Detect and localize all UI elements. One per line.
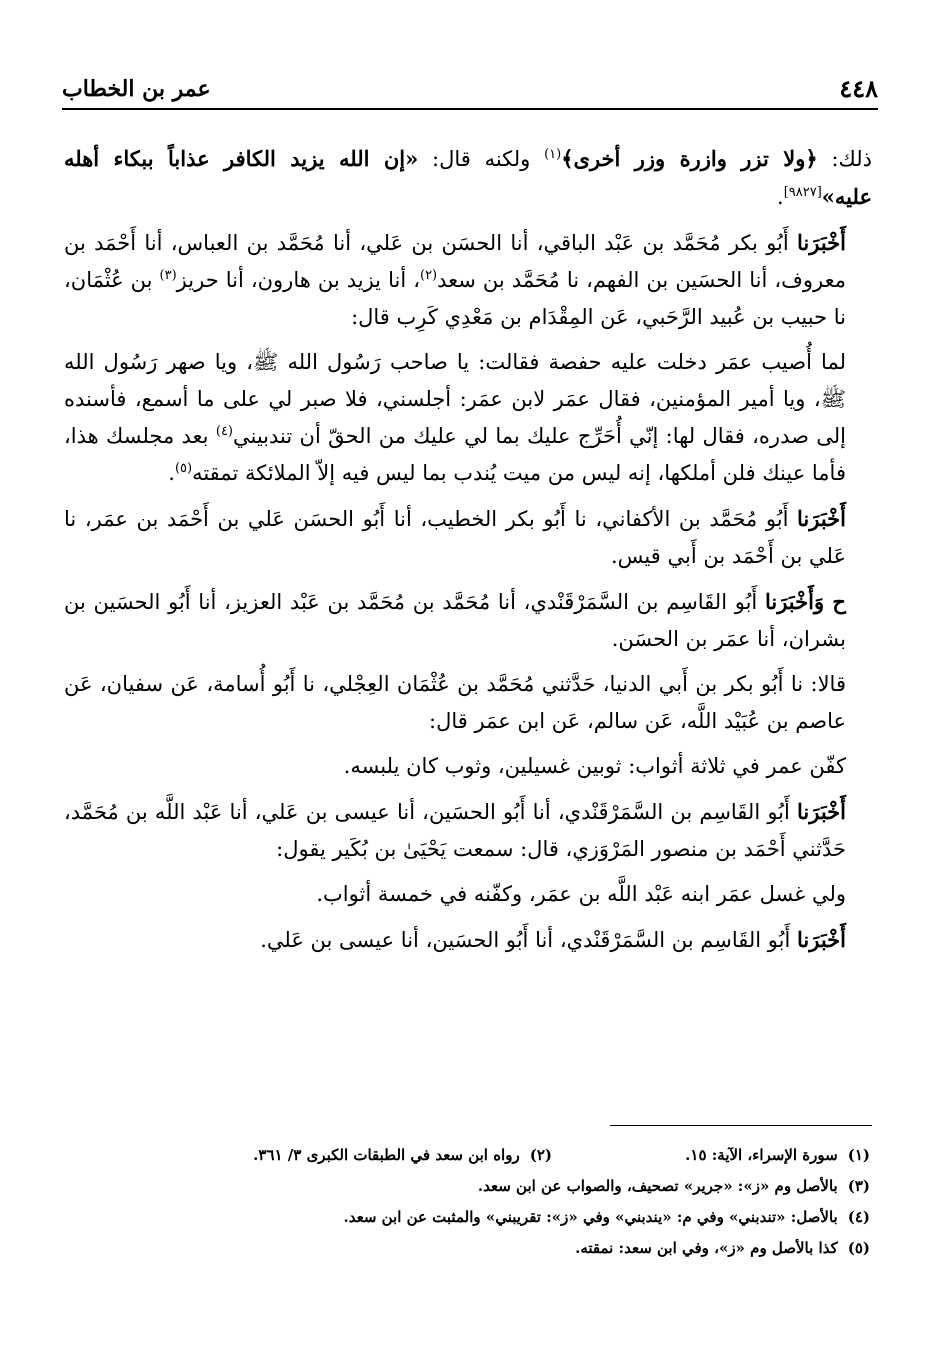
paragraph-3	[64, 344, 872, 492]
footnote-divider	[610, 1125, 872, 1126]
footnote-number: (٤)	[847, 1208, 870, 1226]
running-title: عمر بن الخطاب	[62, 76, 211, 102]
footnote-number: (١)	[847, 1146, 870, 1164]
footnotes	[64, 1140, 870, 1264]
paragraph-2	[64, 224, 872, 336]
paragraph-10	[64, 921, 872, 959]
paragraph-7: كفّن عمر في ثلاثة أثواب: ثوبين غسيلين، وثوب كان يلبسه.	[343, 754, 846, 778]
hadith-quote: «إن الله يزيد الكافر عذاباً ببكاء أهله عليه»	[64, 146, 872, 209]
footnote-number: (٣)	[847, 1177, 870, 1195]
narration-lead: أَخْبَرَنا	[797, 799, 846, 824]
narration-lead: أَخْبَرَنا	[797, 506, 846, 531]
page-number: ٤٤٨	[839, 74, 878, 103]
footnote-ref: (١)	[544, 147, 562, 162]
text-span: أَبُو القَاسِم بن السَّمَرْقَنْدي، أنا مُحَمَّد بن مُحَمَّد بن عَبْد العزيز، أنا أَبُو الحسَين بن بشران، أنا عمَر بن الحسَن.	[64, 590, 846, 651]
text-span: بن عُثْمَان، نا حبيب بن عُبيد الرَّحَبي، عَن المِقْدَام بن مَعْدِي كَرِب قال:	[64, 268, 846, 329]
footnote-ref: (٣)	[159, 268, 177, 283]
text-span: ، أنا يزيد بن هارون، أنا حريز	[176, 268, 420, 292]
text-span: بعد مجلسك هذا، فأما عينك فلن أملكها، إنه ليس من ميت يُندب بما ليس فيه إلاّ الملائكة تمقته	[64, 424, 846, 485]
narration-lead: أَخْبَرَنا	[797, 927, 846, 952]
paragraph-6: قالا: نا أَبُو بكر بن أَبي الدنيا، حَدَّثني مُحَمَّد بن عُثْمَان العِجْلي، نا أَبُو أُسامة، عَن سفيان، عَن عاصم بن عُبَيْد اللَّه، عَن سالم، عَن ابن عمَر قال:	[64, 672, 846, 733]
paragraph-8	[64, 793, 872, 868]
hadith-reference: [٩٨٢٧]	[783, 185, 822, 200]
footnote-text: بالأصل: «تندبني» وفي م: «يندبني» وفي «ز»: تقريبني» والمثبت عن ابن سعد.	[343, 1208, 838, 1226]
text-span: .	[168, 461, 175, 485]
text-span: ذلك:	[817, 147, 872, 171]
narration-lead: ح وَأَخْبَرَنا	[764, 589, 846, 614]
footnote-text: رواه ابن سعد في الطبقات الكبرى ٣/ ٣٦١.	[253, 1146, 520, 1164]
footnote-number: (٢)	[529, 1146, 552, 1164]
footnote-row	[64, 1140, 870, 1171]
main-text	[64, 140, 872, 967]
paragraph-1	[64, 140, 872, 216]
footnote-ref: (٢)	[419, 268, 438, 283]
page-header	[62, 70, 878, 110]
footnote-text: كذا بالأصل وم «ز»، وفي ابن سعد: نمقته.	[575, 1239, 838, 1257]
footnote-5	[64, 1233, 870, 1264]
footnote-number: (٥)	[847, 1239, 870, 1257]
footnote-3	[64, 1171, 870, 1202]
footnote-text: بالأصل وم «ز»: «جرير» تصحيف، والصواب عن ابن سعد.	[477, 1177, 838, 1195]
text-span: أَبُو القَاسِم بن السَّمَرْقَنْدي، أنا أَبُو الحسَين، أنا عيسى بن عَلي، أنا عَبْد اللَّه بن مُحَمَّد، حَدَّثني أَحْمَد بن منصور المَرْوَزي، قال: سمعت يَحْيَىٰ بن بُكَير يقول:	[64, 800, 846, 861]
text-span: أَبُو مُحَمَّد بن الأكفاني، نا أَبُو بكر الخطيب، أنا أَبُو الحسَن عَلي بن أَحْمَد بن عمَر، نا عَلي بن أَحْمَد بن أَبي قيس.	[64, 507, 846, 568]
footnote-ref: (٥)	[174, 461, 193, 476]
footnote-1	[552, 1140, 870, 1171]
footnote-2	[253, 1140, 552, 1171]
text-span: ولكنه قال:	[418, 147, 545, 171]
text-span: أَبُو القَاسِم بن السَّمَرْقَنْدي، أنا أَبُو الحسَين، أنا عيسى بن عَلي.	[260, 928, 798, 952]
footnote-ref: (٤)	[215, 424, 233, 439]
text-span: أَبُو بكر مُحَمَّد بن عَبْد الباقي، أنا الحسَن بن عَلي، أنا مُحَمَّد بن العباس، أنا أَحْمَد بن معروف، أنا الحسَين بن الفهم، نا مُحَمَّد بن سعد	[64, 231, 846, 292]
footnote-text: سورة الإسراء، الآية: ١٥.	[685, 1146, 838, 1164]
footnote-4	[64, 1202, 870, 1233]
text-span: .	[777, 185, 784, 209]
paragraph-9: ولي غسل عمَر ابنه عَبْد اللَّه بن عمَر، وكفّنه في خمسة أثواب.	[316, 882, 846, 906]
text-span: لما أُصيب عمَر دخلت عليه حفصة فقالت: يا صاحب رَسُول الله ﷺ، ويا صهر رَسُول الله ﷺ، ويا أمير المؤمنين، فقال عمَر لابن عمَر: أجلسني، فلا صبر لي على ما أسمع، فأسنده إلى صدره، فقال لها: إنّي أُحَرِّج عليك بما لي عليك من الحقّ أن تندبيني	[64, 350, 846, 448]
paragraph-4	[64, 500, 872, 575]
quran-quote: ﴿ولا تزر وازرة وزر أخرى﴾	[561, 146, 818, 171]
narration-lead: أَخْبَرَنا	[797, 230, 846, 255]
paragraph-5	[64, 583, 872, 658]
